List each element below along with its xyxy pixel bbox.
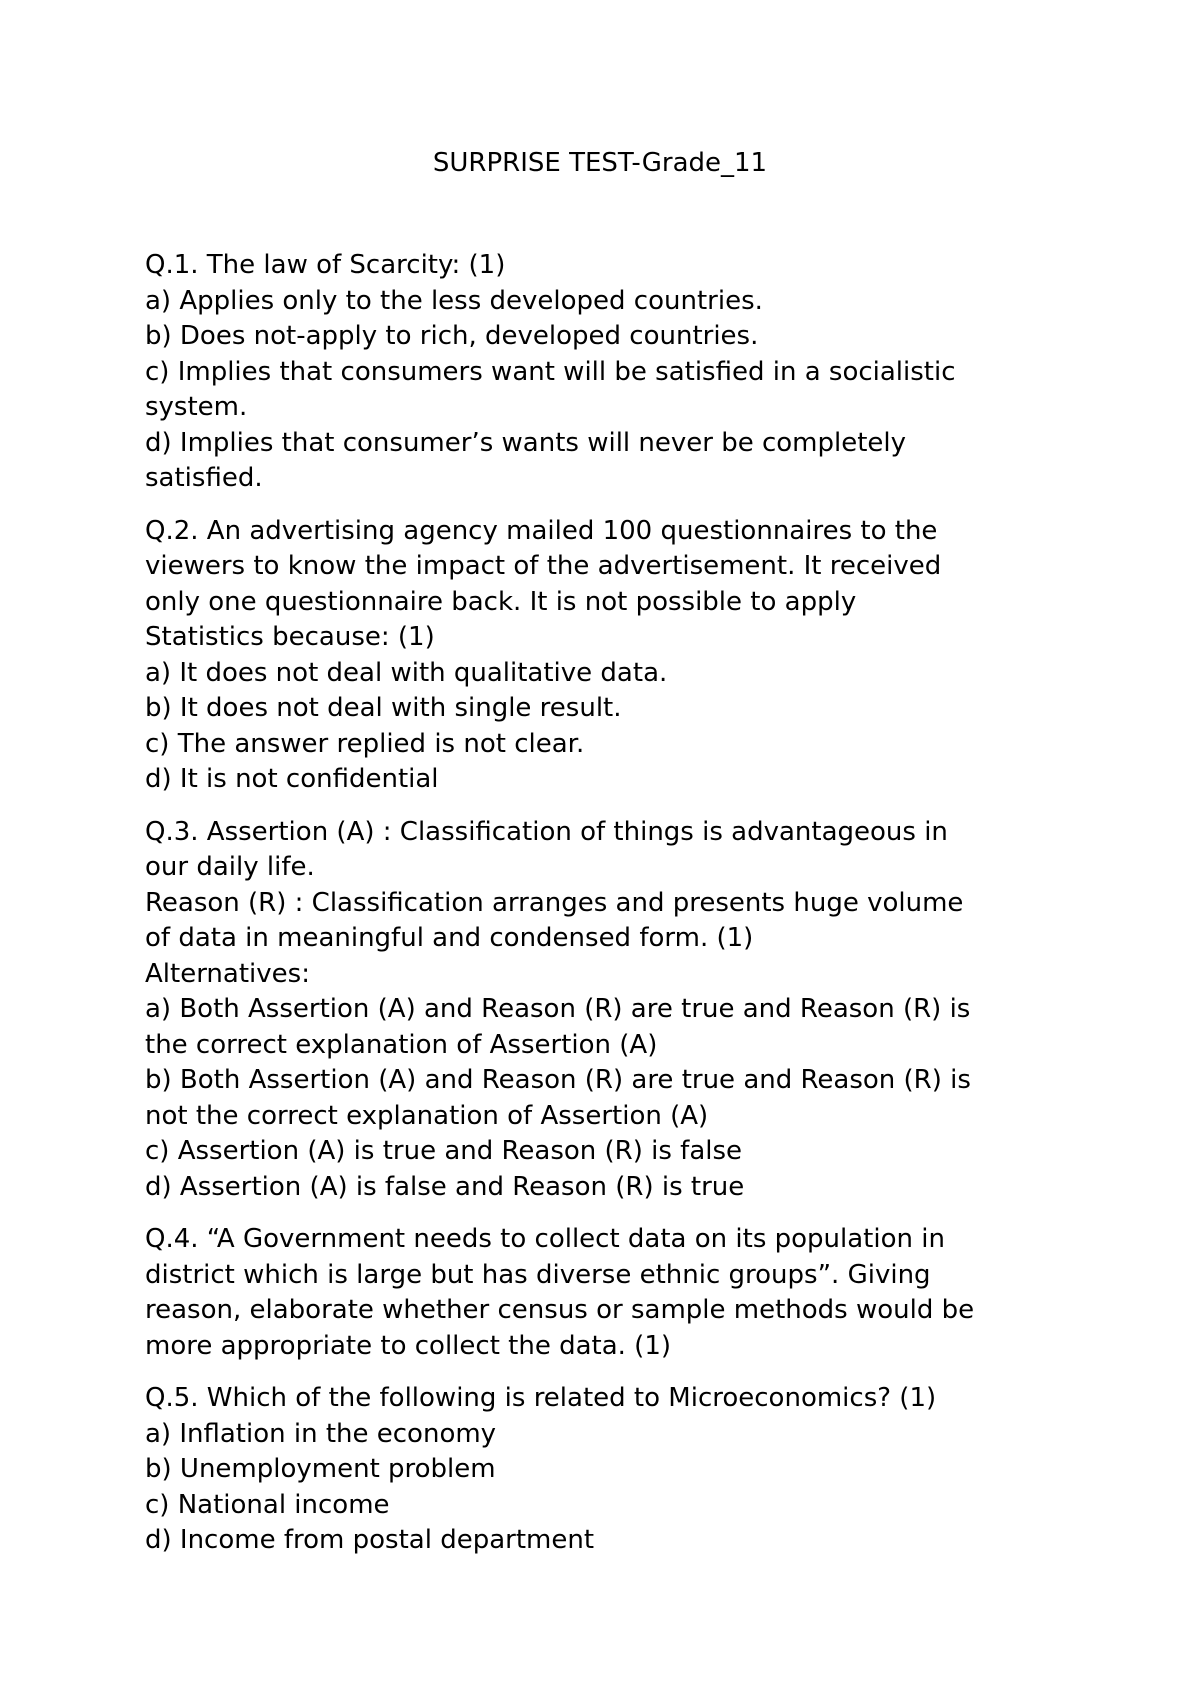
question-3-reason-continued: of data in meaningful and condensed form. (1) bbox=[145, 923, 754, 953]
question-5-option-d: d) Income from postal department bbox=[145, 1525, 595, 1555]
question-5-stem: Q.5. Which of the following is related to Microeconomics? (1) bbox=[145, 1383, 937, 1413]
question-1-option-c: c) Implies that consumers want will be satisfied in a socialistic bbox=[145, 356, 956, 387]
question-2-stem: Q.2. An advertising agency mailed 100 questionnaires to the bbox=[145, 515, 938, 546]
question-1-option-c-continued: system. bbox=[145, 392, 248, 422]
question-1 bbox=[145, 248, 1075, 497]
question-5-option-c: c) National income bbox=[145, 1489, 390, 1520]
question-4-stem-line-2: district which is large but has diverse ethnic groups”. Giving bbox=[145, 1259, 931, 1290]
question-5-option-a: a) Inflation in the economy bbox=[145, 1418, 497, 1449]
question-3 bbox=[145, 815, 1075, 1206]
question-1-option-a: a) Applies only to the less developed countries. bbox=[145, 285, 763, 316]
question-2-option-c: c) The answer replied is not clear. bbox=[145, 728, 585, 759]
question-2-option-a: a) It does not deal with qualitative data. bbox=[145, 657, 668, 688]
question-3-option-a: a) Both Assertion (A) and Reason (R) are true and Reason (R) is bbox=[145, 994, 971, 1024]
question-3-option-d: d) Assertion (A) is false and Reason (R) is true bbox=[145, 1171, 745, 1202]
question-2-stem-line-3: only one questionnaire back. It is not possible to apply bbox=[145, 586, 857, 617]
question-list bbox=[145, 248, 1075, 1576]
question-3-alternatives-label: Alternatives: bbox=[145, 958, 310, 989]
page-title: SURPRISE TEST-Grade_11 bbox=[432, 148, 768, 178]
question-1-option-b: b) Does not-apply to rich, developed countries. bbox=[145, 321, 759, 351]
question-4 bbox=[145, 1222, 1075, 1364]
question-2-option-d: d) It is not confidential bbox=[145, 764, 439, 794]
question-3-assertion: Q.3. Assertion (A) : Classification of things is advantageous in bbox=[145, 816, 948, 847]
question-2-option-b: b) It does not deal with single result. bbox=[145, 693, 622, 723]
question-2-stem-line-2: viewers to know the impact of the advertisement. It received bbox=[145, 551, 942, 581]
question-4-stem-line-3: reason, elaborate whether census or sample methods would be bbox=[145, 1295, 975, 1325]
question-3-assertion-continued: our daily life. bbox=[145, 852, 315, 882]
question-4-stem: Q.4. “A Government needs to collect data on its population in bbox=[145, 1224, 945, 1254]
question-5-option-b: b) Unemployment problem bbox=[145, 1454, 496, 1484]
question-1-stem: Q.1. The law of Scarcity: (1) bbox=[145, 250, 506, 280]
question-3-reason: Reason (R) : Classification arranges and presents huge volume bbox=[145, 887, 964, 918]
question-3-option-a-continued: the correct explanation of Assertion (A) bbox=[145, 1029, 658, 1060]
question-3-option-b: b) Both Assertion (A) and Reason (R) are true and Reason (R) is bbox=[145, 1065, 971, 1095]
question-4-stem-line-4: more appropriate to collect the data. (1) bbox=[145, 1330, 672, 1361]
question-2-stem-line-4: Statistics because: (1) bbox=[145, 622, 435, 652]
question-2 bbox=[145, 514, 1075, 798]
question-1-option-d-continued: satisfied. bbox=[145, 463, 263, 493]
question-3-option-b-continued: not the correct explanation of Assertion (A) bbox=[145, 1100, 709, 1131]
question-5 bbox=[145, 1381, 1075, 1559]
question-3-option-c: c) Assertion (A) is true and Reason (R) is false bbox=[145, 1136, 743, 1166]
question-1-option-d: d) Implies that consumer’s wants will never be completely bbox=[145, 427, 907, 458]
